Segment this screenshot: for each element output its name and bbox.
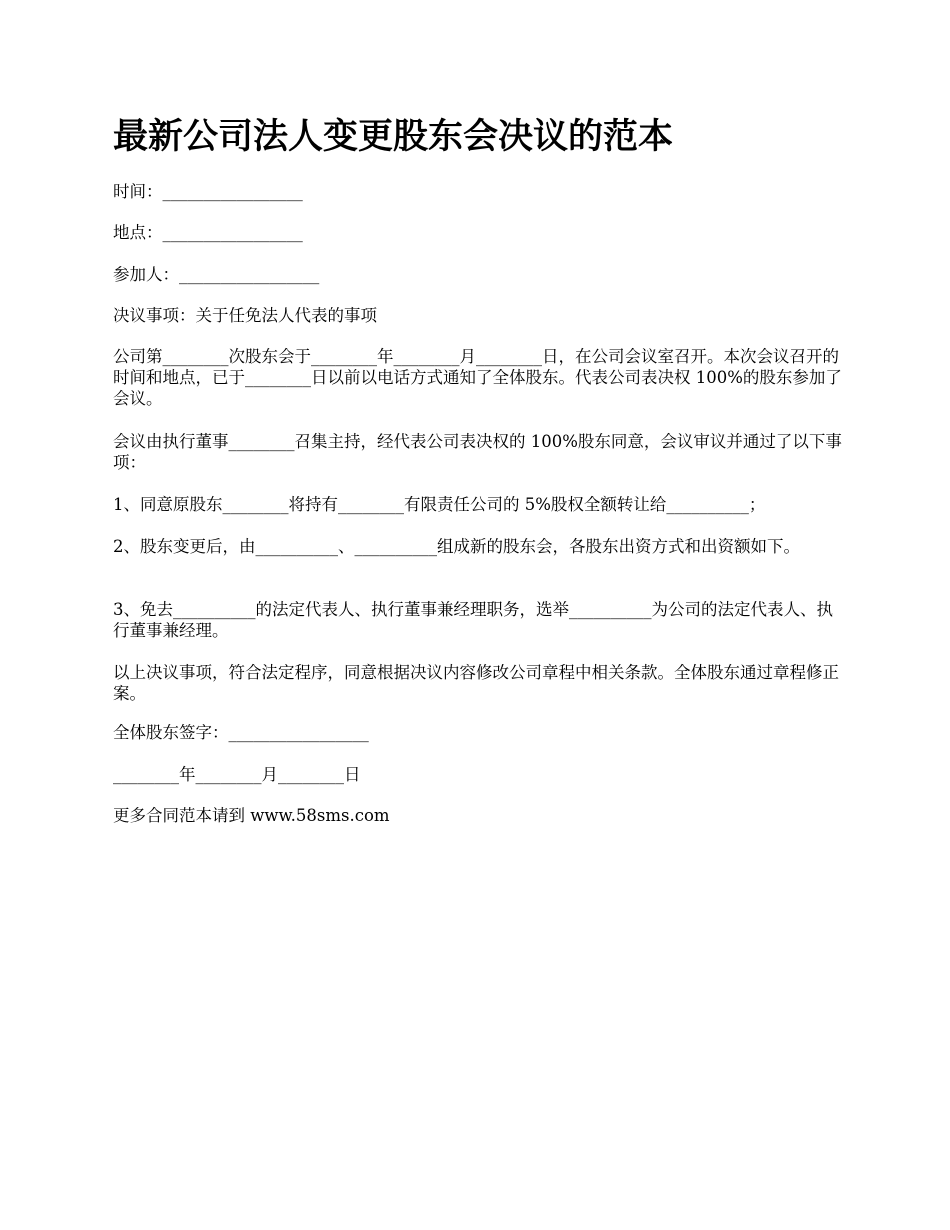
place-line: 地点：_________________: [113, 223, 303, 242]
document-title: 最新公司法人变更股东会决议的范本: [113, 116, 674, 157]
footer-note: 更多合同范本请到 www.58sms.com: [113, 806, 390, 825]
time-line: 时间：_________________: [113, 182, 303, 201]
chair-paragraph: 会议由执行董事________召集主持，经代表公司表决权的 100%股东同意，会议审议并通过了以下事项：: [113, 432, 842, 472]
resolution-item-2: 2、股东变更后，由__________、__________组成新的股东会，各股东出资方式和出资额如下。: [113, 537, 800, 556]
resolution-item-3: 3、免去__________的法定代表人、执行董事兼经理职务，选举__________为公司的法定代表人、执行董事兼经理。: [113, 600, 833, 640]
conclusion-paragraph: 以上决议事项，符合法定程序，同意根据决议内容修改公司章程中相关条款。全体股东通过章程修正案。: [113, 663, 839, 703]
attendees-line: 参加人：_________________: [113, 265, 320, 284]
signature-line: 全体股东签字：_________________: [113, 723, 369, 742]
date-line: ________年________月________日: [113, 765, 361, 784]
resolution-subject: 决议事项：关于任免法人代表的事项: [113, 306, 377, 325]
resolution-item-1: 1、同意原股东________将持有________有限责任公司的 5%股权全额转让给__________；: [113, 495, 766, 514]
meeting-paragraph: 公司第________次股东会于________年________月________日，在公司会议室召开。本次会议召开的时间和地点，已于________日以前以电话方式通知了全体股东。代表公司表决权 100%的股东参加了会议。: [113, 347, 842, 408]
